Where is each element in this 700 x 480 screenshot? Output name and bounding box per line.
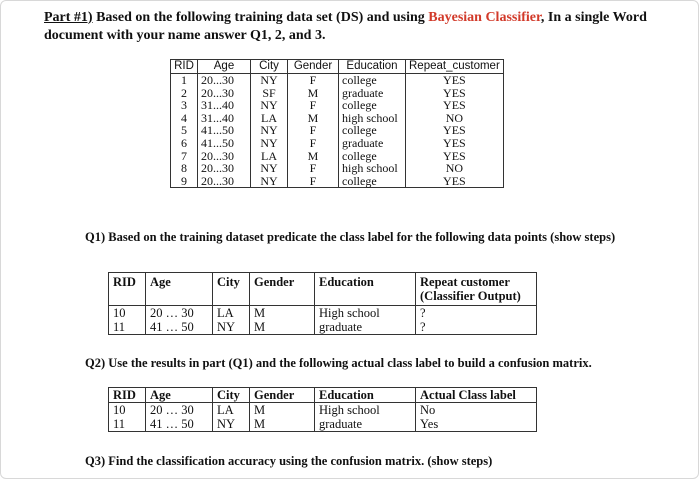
cell: 31...40 bbox=[198, 112, 251, 125]
table-row bbox=[109, 403, 537, 418]
col-education: Education bbox=[339, 60, 406, 74]
cell: F bbox=[288, 124, 339, 137]
table-row bbox=[171, 137, 504, 150]
cell: 11 bbox=[109, 320, 146, 335]
cell: M bbox=[250, 320, 315, 335]
cell: M bbox=[250, 403, 315, 418]
cell: high school bbox=[339, 112, 406, 125]
cell: LA bbox=[213, 403, 250, 418]
cell: M bbox=[288, 150, 339, 163]
cell: NY bbox=[251, 137, 288, 150]
cell: F bbox=[288, 175, 339, 188]
table-row bbox=[171, 162, 504, 175]
col-gender: Gender bbox=[250, 388, 315, 403]
cell: 20...30 bbox=[198, 150, 251, 163]
training-data-table bbox=[170, 59, 504, 188]
cell: 20...30 bbox=[198, 175, 251, 188]
cell: M bbox=[250, 306, 315, 321]
col-education: Education bbox=[315, 388, 416, 403]
prediction-table bbox=[108, 272, 537, 335]
cell: M bbox=[288, 87, 339, 100]
table-row bbox=[171, 175, 504, 188]
table-row bbox=[171, 99, 504, 112]
table-row bbox=[109, 306, 537, 321]
cell: graduate bbox=[339, 137, 406, 150]
col-age: Age bbox=[146, 388, 213, 403]
cell: M bbox=[250, 417, 315, 432]
cell: SF bbox=[251, 87, 288, 100]
cell: 2 bbox=[171, 87, 198, 100]
intro-text-1: Based on the following training data set (DS) and using bbox=[92, 10, 429, 25]
col-city: City bbox=[213, 273, 250, 306]
cell: NY bbox=[213, 417, 250, 432]
cell: NY bbox=[251, 99, 288, 112]
cell: LA bbox=[251, 112, 288, 125]
cell: NY bbox=[213, 320, 250, 335]
cell: High school bbox=[315, 403, 416, 418]
cell: 20...30 bbox=[198, 74, 251, 87]
table-row bbox=[109, 320, 537, 335]
table-row bbox=[171, 74, 504, 87]
cell: 3 bbox=[171, 99, 198, 112]
cell: 5 bbox=[171, 124, 198, 137]
table-row bbox=[109, 417, 537, 432]
cell: graduate bbox=[315, 320, 416, 335]
prediction-header-row bbox=[109, 273, 537, 306]
actual-header-row bbox=[109, 388, 537, 403]
intro-text-2: , In a single Word document with your name answer Q1, 2, and 3. bbox=[44, 10, 647, 43]
cell: ? bbox=[416, 306, 537, 321]
cell: 1 bbox=[171, 74, 198, 87]
cell: college bbox=[339, 99, 406, 112]
cell: 41 … 50 bbox=[146, 320, 213, 335]
cell: 10 bbox=[109, 403, 146, 418]
cell: Yes bbox=[416, 417, 537, 432]
question-1: Q1) Based on the training dataset predicate the class label for the following data points (show steps) bbox=[85, 230, 616, 244]
cell: college bbox=[339, 124, 406, 137]
col-classifier-output: Repeat customer (Classifier Output) bbox=[416, 273, 537, 306]
cell: YES bbox=[406, 150, 504, 163]
col-actual-class-label: Actual Class label bbox=[416, 388, 537, 403]
cell: YES bbox=[406, 87, 504, 100]
cell: No bbox=[416, 403, 537, 418]
cell: 10 bbox=[109, 306, 146, 321]
col-age: Age bbox=[198, 60, 251, 74]
cell: NY bbox=[251, 74, 288, 87]
cell: 20 … 30 bbox=[146, 403, 213, 418]
col-city: City bbox=[213, 388, 250, 403]
cell: NO bbox=[406, 112, 504, 125]
training-header-row bbox=[171, 60, 504, 74]
intro-paragraph bbox=[44, 9, 684, 45]
col-rid: RID bbox=[171, 60, 198, 74]
cell: YES bbox=[406, 124, 504, 137]
question-3: Q3) Find the classification accuracy using the confusion matrix. (show steps) bbox=[85, 454, 493, 468]
cell: 7 bbox=[171, 150, 198, 163]
cell: NY bbox=[251, 175, 288, 188]
cell: college bbox=[339, 150, 406, 163]
cell: graduate bbox=[339, 87, 406, 100]
cell: 41 … 50 bbox=[146, 417, 213, 432]
cell: 20...30 bbox=[198, 162, 251, 175]
question-2: Q2) Use the results in part (Q1) and the following actual class label to build a confusion matrix. bbox=[85, 356, 592, 370]
cell: 8 bbox=[171, 162, 198, 175]
cell: high school bbox=[339, 162, 406, 175]
cell: LA bbox=[213, 306, 250, 321]
col-age: Age bbox=[146, 273, 213, 306]
bayesian-classifier-highlight: Bayesian Classifier bbox=[428, 10, 541, 25]
cell: YES bbox=[406, 74, 504, 87]
col-education: Education bbox=[315, 273, 416, 306]
cell: ? bbox=[416, 320, 537, 335]
cell: 6 bbox=[171, 137, 198, 150]
cell: NO bbox=[406, 162, 504, 175]
cell: 4 bbox=[171, 112, 198, 125]
cell: LA bbox=[251, 150, 288, 163]
cell: NY bbox=[251, 162, 288, 175]
col-rid: RID bbox=[109, 388, 146, 403]
cell: college bbox=[339, 74, 406, 87]
cell: F bbox=[288, 74, 339, 87]
col-gender: Gender bbox=[288, 60, 339, 74]
cell: YES bbox=[406, 137, 504, 150]
cell: 11 bbox=[109, 417, 146, 432]
actual-label-table bbox=[108, 387, 537, 432]
cell: 20...30 bbox=[198, 87, 251, 100]
cell: college bbox=[339, 175, 406, 188]
col-city: City bbox=[251, 60, 288, 74]
cell: YES bbox=[406, 99, 504, 112]
cell: YES bbox=[406, 175, 504, 188]
cell: 20 … 30 bbox=[146, 306, 213, 321]
cell: 9 bbox=[171, 175, 198, 188]
cell: 31...40 bbox=[198, 99, 251, 112]
cell: 41...50 bbox=[198, 124, 251, 137]
cell: F bbox=[288, 137, 339, 150]
cell: 41...50 bbox=[198, 137, 251, 150]
col-gender: Gender bbox=[250, 273, 315, 306]
part-label: Part #1) bbox=[44, 10, 93, 25]
col-repeat-customer: Repeat_customer bbox=[406, 60, 504, 74]
cell: graduate bbox=[315, 417, 416, 432]
cell: NY bbox=[251, 124, 288, 137]
cell: F bbox=[288, 162, 339, 175]
cell: F bbox=[288, 99, 339, 112]
col-rid: RID bbox=[109, 273, 146, 306]
cell: M bbox=[288, 112, 339, 125]
cell: High school bbox=[315, 306, 416, 321]
